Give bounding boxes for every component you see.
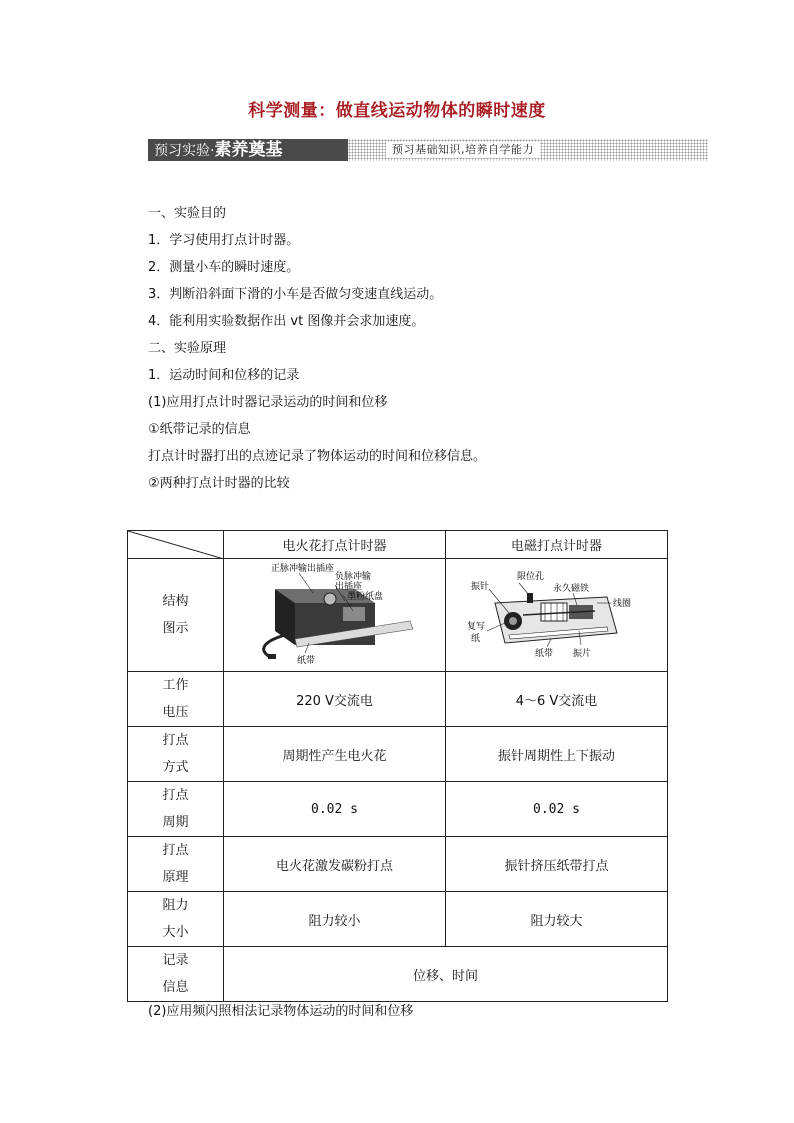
banner-subtitle: 预习基础知识,培养自学能力 [386, 142, 540, 158]
row-header [128, 727, 224, 782]
banner-heading-part2: 素养奠基 [214, 140, 283, 160]
paper-tape-heading: ①纸带记录的信息 [148, 422, 251, 437]
spark-timer-cell: 0.02 s [224, 782, 446, 837]
em-timer-device [487, 583, 617, 647]
table-row [128, 837, 668, 892]
em-label-limit-hole: 限位孔 [516, 572, 544, 582]
spark-label-paper-tape: 纸带 [296, 656, 315, 666]
row-header-line2: 大小 [162, 925, 189, 940]
em-label-paper-tape: 纸带 [534, 649, 553, 659]
spark-timer-cell: 电火花激发碳粉打点 [224, 837, 446, 892]
column-header-spark-timer: 电火花打点计时器 [224, 531, 446, 559]
row-header [128, 782, 224, 837]
row-header-line1: 记录 [162, 953, 189, 968]
table-header-row [128, 531, 668, 559]
table-row [128, 782, 668, 837]
row-header [128, 947, 224, 1002]
diagonal-line [128, 531, 224, 559]
column-header-em-timer: 电磁打点计时器 [446, 531, 668, 559]
em-timer-cell: 4～6 V交流电 [446, 672, 668, 727]
purpose-item-3: 3．判断沿斜面下滑的小车是否做匀变速直线运动。 [148, 287, 443, 302]
section-heading-principle: 二、实验原理 [148, 341, 227, 356]
em-timer-cell: 阻力较大 [446, 892, 668, 947]
paper-tape-text: 打点计时器打出的点迹记录了物体运动的时间和位移信息。 [148, 449, 487, 464]
em-label-vibrating-plate: 振片 [572, 649, 591, 659]
spark-timer-cell: 220 V交流电 [224, 672, 446, 727]
row-header [128, 672, 224, 727]
em-timer-cell: 振针周期性上下振动 [446, 727, 668, 782]
row-header-line1: 工作 [162, 678, 189, 693]
table-row [128, 672, 668, 727]
spark-timer-cell: 周期性产生电火花 [224, 727, 446, 782]
spark-timer-diagram [235, 559, 435, 667]
row-header-line2: 方式 [162, 760, 189, 775]
banner-dotted-strip [348, 139, 708, 161]
section-heading-purpose: 一、实验目的 [148, 206, 227, 221]
section-banner [148, 139, 708, 161]
stroboscopic-method-line: (2)应用频闪照相法记录物体运动的时间和位移 [148, 1004, 414, 1019]
em-timer-cell: 振针挤压纸带打点 [446, 837, 668, 892]
comparison-heading: ②两种打点计时器的比较 [148, 476, 290, 491]
spark-timer-diagram-cell [224, 559, 446, 672]
row-header-line2: 周期 [162, 815, 189, 830]
row-header-line1: 打点 [162, 843, 189, 858]
spark-label-toner-disc: 墨粉纸盘 [346, 592, 383, 602]
row-header-line1: 打点 [162, 788, 189, 803]
purpose-item-1: 1．学习使用打点计时器。 [148, 233, 300, 248]
table-row [128, 947, 668, 1002]
row-header-line2: 信息 [162, 980, 189, 995]
em-timer-cell: 0.02 s [446, 782, 668, 837]
row-header-line2: 图示 [162, 621, 189, 636]
banner-heading [148, 139, 348, 161]
row-header-line1: 阻力 [162, 898, 189, 913]
em-timer-diagram [457, 559, 657, 667]
table-row [128, 892, 668, 947]
spark-label-positive-outlet: 正脉冲输出插座 [270, 564, 334, 574]
em-label-carbon-paper-1: 复写 [466, 622, 485, 632]
em-timer-diagram-cell [446, 559, 668, 672]
row-header [128, 559, 224, 672]
spark-label-negative-outlet-1: 负脉冲输 [334, 572, 371, 582]
principle-subheading: 1．运动时间和位移的记录 [148, 368, 300, 383]
row-header [128, 892, 224, 947]
em-label-carbon-paper-2: 纸 [470, 634, 480, 644]
purpose-item-2: 2．测量小车的瞬时速度。 [148, 260, 300, 275]
table-row [128, 559, 668, 672]
timer-comparison-table [127, 530, 668, 1002]
row-header-line1: 结构 [162, 594, 189, 609]
purpose-item-4: 4．能利用实验数据作出 vt 图像并会求加速度。 [148, 314, 425, 329]
em-label-needle: 振针 [470, 582, 489, 592]
em-label-coil: 线圈 [612, 599, 631, 609]
row-header [128, 837, 224, 892]
row-header-line1: 打点 [162, 733, 189, 748]
row-header-line2: 原理 [162, 870, 189, 885]
table-row [128, 727, 668, 782]
merged-record-info-cell: 位移、时间 [224, 947, 668, 1002]
banner-heading-part1: 预习实验· [154, 143, 215, 159]
em-label-magnet: 永久磁铁 [552, 584, 589, 594]
page-title: 科学测量：做直线运动物体的瞬时速度 [248, 101, 546, 121]
spark-timer-cell: 阻力较小 [224, 892, 446, 947]
diagonal-corner-cell [128, 531, 224, 559]
row-header-line2: 电压 [162, 705, 189, 720]
principle-item-1: (1)应用打点计时器记录运动的时间和位移 [148, 395, 388, 410]
spark-label-negative-outlet-2: 出插座 [334, 582, 362, 592]
